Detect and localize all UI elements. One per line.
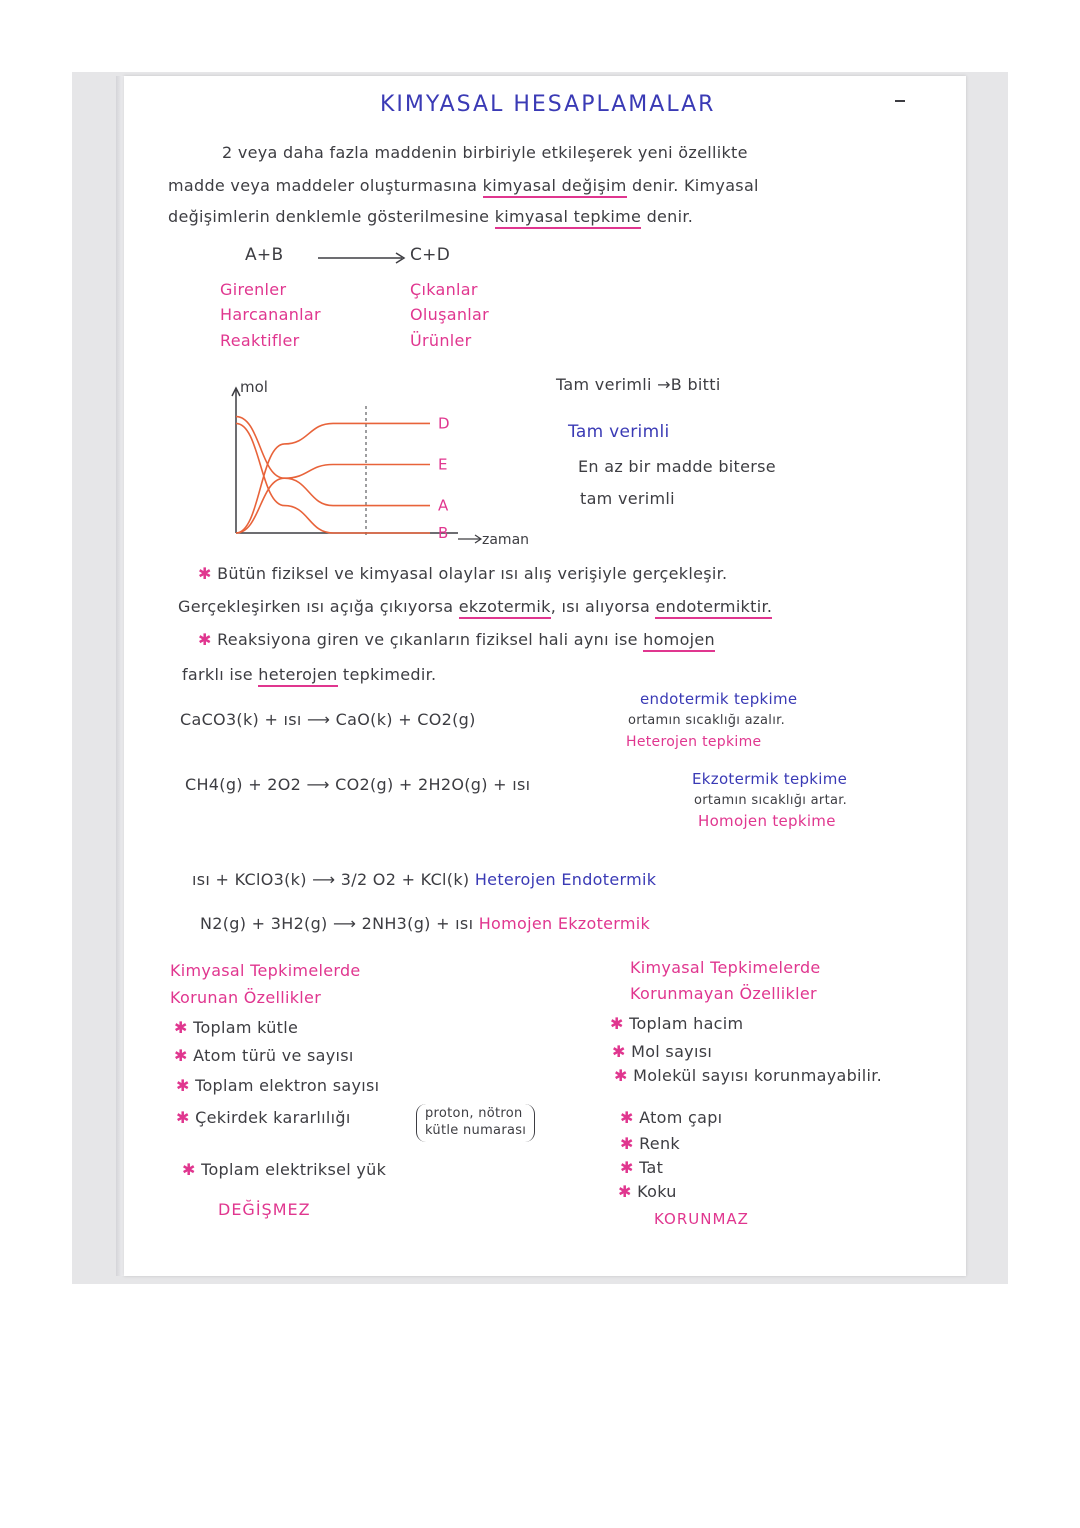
equation-2-type2: Homojen tepkime (698, 812, 836, 830)
series-label-b: B (438, 524, 449, 542)
paren-line-1: proton, nötron (425, 1106, 523, 1121)
yield-note-1: Tam verimli →B bitti (556, 375, 721, 394)
not-conserved-heading-2: Korunmayan Özellikler (630, 984, 817, 1003)
not-conserved-item: ✱ Renk (620, 1134, 680, 1153)
equation-2: CH4(g) + 2O2 ⟶ CO2(g) + 2H2O(g) + ısı (185, 775, 531, 794)
not-conserved-item: ✱ Molekül sayısı korunmayabilir. (614, 1066, 883, 1085)
bullet-star-icon: ✱ (618, 1182, 632, 1201)
note-phase-2c: tepkimedir. (342, 665, 437, 684)
equation-1-note: ortamın sıcaklığı azalır. (628, 713, 786, 728)
note-star-icon: ✱ (198, 564, 212, 583)
equation-1: CaCO3(k) + ısı ⟶ CaO(k) + CO2(g) (180, 710, 476, 729)
reactant-term-3: Reaktifler (220, 331, 300, 350)
paren-line-2: kütle numarası (425, 1122, 527, 1138)
note-heat-2c: , ısı alıyorsa (550, 597, 651, 616)
product-term-2: Oluşanlar (410, 305, 489, 324)
conserved-heading-2: Korunan Özellikler (170, 988, 322, 1007)
intro-line-3a: değişimlerin denklemle gösterilmesine (168, 207, 490, 226)
note-star-icon-2: ✱ (198, 630, 212, 649)
series-label-d: D (438, 414, 450, 433)
conserved-footer: DEĞİŞMEZ (218, 1200, 311, 1219)
y-axis-label: mol (240, 378, 268, 396)
not-conserved-item: ✱ Atom çapı (620, 1108, 723, 1127)
conserved-heading-1: Kimyasal Tepkimelerde (170, 961, 361, 980)
equation-4 (200, 916, 650, 932)
note-heat-line-1 (198, 566, 727, 582)
equation-2-type: Ekzotermik tepkime (692, 770, 848, 788)
note-phase-line-1 (198, 632, 715, 648)
note-heat-text-1: Bütün fiziksel ve kimyasal olaylar ısı alış verişiyle gerçekleşir. (217, 564, 728, 583)
bullet-star-icon: ✱ (182, 1160, 196, 1179)
bullet-star-icon: ✱ (614, 1066, 628, 1085)
equation-2-note: ortamın sıcaklığı artar. (694, 793, 848, 808)
not-conserved-item: ✱ Koku (618, 1182, 677, 1201)
equation-1-type: endotermik tepkime (640, 690, 798, 708)
reaction-right: C+D (410, 245, 451, 265)
series-label-a: A (438, 496, 449, 515)
bullet-star-icon: ✱ (612, 1042, 626, 1061)
series-line-e (236, 465, 430, 534)
reaction-left: A+B (245, 245, 284, 265)
bullet-star-icon: ✱ (620, 1158, 634, 1177)
bullet-star-icon: ✱ (176, 1108, 190, 1127)
equation-4-text: N2(g) + 3H2(g) ⟶ 2NH3(g) + ısı (200, 914, 474, 933)
intro-line-2a: madde veya maddeler oluşturmasına (168, 176, 478, 195)
intro-line-3c: denir. (646, 207, 694, 226)
intro-line-3 (168, 209, 693, 225)
conserved-item: ✱ Çekirdek kararlılığı (176, 1108, 351, 1127)
term-heterojen: heterojen (258, 665, 337, 687)
margin-dash (895, 100, 905, 102)
equation-3 (192, 872, 656, 888)
note-phase-1a: Reaksiyona giren ve çıkanların fiziksel hali aynı ise (217, 630, 638, 649)
equation-3-text: ısı + KClO3(k) ⟶ 3/2 O2 + KCl(k) (192, 870, 470, 889)
not-conserved-item: ✱ Toplam hacim (610, 1014, 744, 1033)
note-heat-2a: Gerçekleşirken ısı açığa çıkıyorsa (178, 597, 454, 616)
note-phase-line-2 (182, 667, 436, 683)
sheet-edge (116, 76, 124, 1276)
page-title: KIMYASAL HESAPLAMALAR (380, 92, 716, 117)
term-endotermik: endotermiktir. (655, 597, 772, 619)
nucleus-parenthetical (416, 1104, 535, 1142)
yield-note-3: En az bir madde biterse (578, 457, 776, 476)
yield-note-4: tam verimli (580, 489, 675, 508)
conserved-item: ✱ Toplam elektriksel yük (182, 1160, 387, 1179)
bullet-star-icon: ✱ (174, 1046, 188, 1065)
reactant-term-2: Harcananlar (220, 305, 321, 324)
not-conserved-footer: KORUNMAZ (654, 1210, 749, 1228)
conserved-item: ✱ Atom türü ve sayısı (174, 1046, 354, 1065)
intro-line-2 (168, 178, 759, 194)
equation-1-type2: Heterojen tepkime (626, 734, 762, 750)
intro-line-1: 2 veya daha fazla maddenin birbiriyle etkileşerek yeni özellikte (222, 143, 748, 162)
bullet-star-icon: ✱ (620, 1108, 634, 1127)
note-phase-2a: farklı ise (182, 665, 253, 684)
term-kimyasal-degisim: kimyasal değişim (483, 176, 627, 198)
not-conserved-item: ✱ Mol sayısı (612, 1042, 713, 1061)
bullet-star-icon: ✱ (176, 1076, 190, 1095)
bullet-star-icon: ✱ (174, 1018, 188, 1037)
intro-line-2c: denir. Kimyasal (632, 176, 759, 195)
product-term-1: Çıkanlar (410, 280, 478, 299)
series-line-b (236, 423, 430, 533)
product-term-3: Ürünler (410, 331, 472, 350)
equation-3-type: Heterojen Endotermik (474, 870, 657, 889)
conserved-item: ✱ Toplam kütle (174, 1018, 299, 1037)
bullet-star-icon: ✱ (610, 1014, 624, 1033)
not-conserved-item: ✱ Tat (620, 1158, 664, 1177)
bullet-star-icon: ✱ (620, 1134, 634, 1153)
series-label-e: E (438, 455, 448, 474)
conserved-item: ✱ Toplam elektron sayısı (176, 1076, 380, 1095)
x-axis-label: zaman (482, 532, 530, 548)
series-line-a (236, 417, 430, 506)
not-conserved-heading-1: Kimyasal Tepkimelerde (630, 958, 821, 977)
term-kimyasal-tepkime: kimyasal tepkime (495, 207, 641, 229)
equation-4-type: Homojen Ekzotermik (478, 914, 651, 933)
term-ekzotermik: ekzotermik (459, 597, 551, 619)
note-heat-line-2 (178, 599, 772, 615)
reaction-arrow (316, 250, 408, 266)
reactant-term-1: Girenler (220, 280, 287, 299)
term-homojen: homojen (643, 630, 715, 652)
mol-time-graph (218, 376, 548, 548)
yield-note-2: Tam verimli (568, 422, 670, 442)
